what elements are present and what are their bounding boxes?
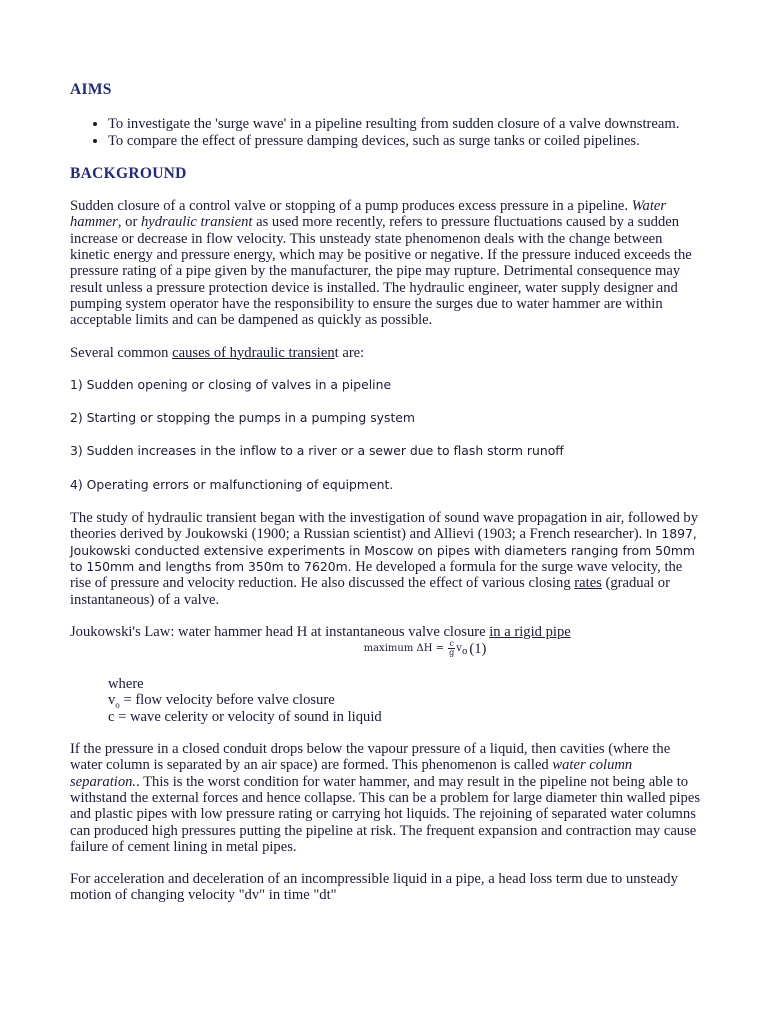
aims-heading: AIMS [70, 81, 112, 98]
aims-item: • To compare the effect of pressure damping devices, such as surge tanks or coiled pipelines. [108, 133, 700, 149]
history-paragraph [70, 510, 700, 608]
text-run: In 1897, Joukowski conducted extensive experiments in Moscow on pipes with diameters ranging from 50mm to 150mm and lengths from 350m to 7620m. [70, 526, 697, 574]
text-run: If the pressure in a closed conduit drops below the vapour pressure of a liquid, then cavities (where the water column is separated by an air space) are formed. This phenomenon is called [70, 741, 671, 774]
text-run: The study of hydraulic transient began with the investigation of sound wave propagation in air, followed by theories derived by Joukowski (1900; a Russian scientist) and Allievi (1903; a French researcher). [70, 510, 699, 543]
text-run: as used more recently, refers to pressure fluctuations caused by a sudden increase or decrease in flow velocity. This unsteady state phenomenon deals with the change between kinetic energy and pressure energy, which may be positive or negative. If the pressure induced exceeds the pressure rating of a pipe given by the manufacturer, the pipe may rupture. Detrimental consequence may result unless a pressure protection device is installed. The hydraulic engineer, water supply designer and pumping system operator have the responsibility to ensure the surges due to water hammer are within acceptable limits and can be dampened as quickly as possible. [70, 214, 692, 329]
formula-lhs: maximum ΔH = [363, 643, 448, 655]
symbol: v [108, 692, 116, 709]
fraction-denominator: g [449, 648, 455, 658]
text-run: He developed a formula for the surge wave velocity, the rise of pressure and velocity reduction. He also discussed the effect of various closing [70, 558, 683, 592]
text-run: Several common [70, 344, 173, 361]
background-heading: BACKGROUND [70, 164, 187, 182]
joukowski-law [70, 624, 700, 640]
formula-rhs: v [456, 643, 462, 655]
text-run: . This is the worst condition for water hammer, and may result in the pipeline not being able to withstand the external forces and hence collapse. This can be a problem for large diameter thin walled pipes and plastic pipes with low pressure rating or carrying hot liquids. The rejoining of separated water columns can produced high pressures putting the pipeline at risk. The frequent expansion and contraction may cause failure of cement lining in metal pipes. [70, 773, 701, 855]
background-paragraph-1 [70, 198, 700, 328]
term-water-hammer: Water hammer [70, 198, 667, 231]
equation-number: (1) [469, 640, 487, 657]
where-v-definition [108, 692, 700, 711]
formula-subscript: o [461, 647, 468, 658]
cause-item: 3) Sudden increases in the inflow to a river or a sewer due to flash storm runoff [70, 443, 564, 459]
formula-line [70, 640, 700, 660]
formula-fraction [448, 640, 455, 657]
aims-item: • To investigate the 'surge wave' in a pipeline resulting from sudden closure of a valve downstream. [108, 116, 700, 132]
causes-intro [70, 345, 700, 361]
cause-item: 1) Sudden opening or closing of valves in a pipeline [70, 376, 392, 392]
where-c-definition: c = wave celerity or velocity of sound in liquid [108, 708, 382, 725]
causes-link[interactable]: causes of hydraulic transien [172, 344, 335, 361]
rates-link[interactable]: rates [574, 575, 602, 592]
text-run: Joukowski's Law: water hammer head H at instantaneous valve closure [70, 623, 490, 640]
joukowski-formula [364, 640, 468, 657]
document-page [70, 82, 700, 920]
text-run: Sudden closure of a control valve or stopping of a pump produces excess pressure in a pipeline. [70, 198, 629, 215]
rigid-pipe-link[interactable]: in a rigid pipe [489, 623, 571, 640]
text-run: = flow velocity before valve closure [119, 692, 335, 709]
acceleration-paragraph: For acceleration and deceleration of an incompressible liquid in a pipe, a head loss term due to unsteady motion of changing velocity "dv" in time "dt" [70, 871, 678, 904]
cause-item: 4) Operating errors or malfunctioning of equipment. [70, 476, 394, 492]
fraction-numerator: c [449, 639, 454, 649]
subscript: o [115, 700, 120, 711]
column-separation-paragraph [70, 741, 700, 855]
where-block [108, 676, 700, 725]
where-label: where [108, 676, 144, 693]
term-hydraulic-transient: hydraulic transient [140, 214, 253, 231]
text-run: t are: [334, 344, 365, 361]
cause-item: 2) Starting or stopping the pumps in a pumping system [70, 410, 415, 426]
aims-list [70, 116, 700, 149]
term-water-column-separation: water column separation. [70, 757, 633, 790]
text-run: , or [117, 214, 141, 231]
text-run: (gradual or instantaneous) of a valve. [70, 575, 670, 608]
